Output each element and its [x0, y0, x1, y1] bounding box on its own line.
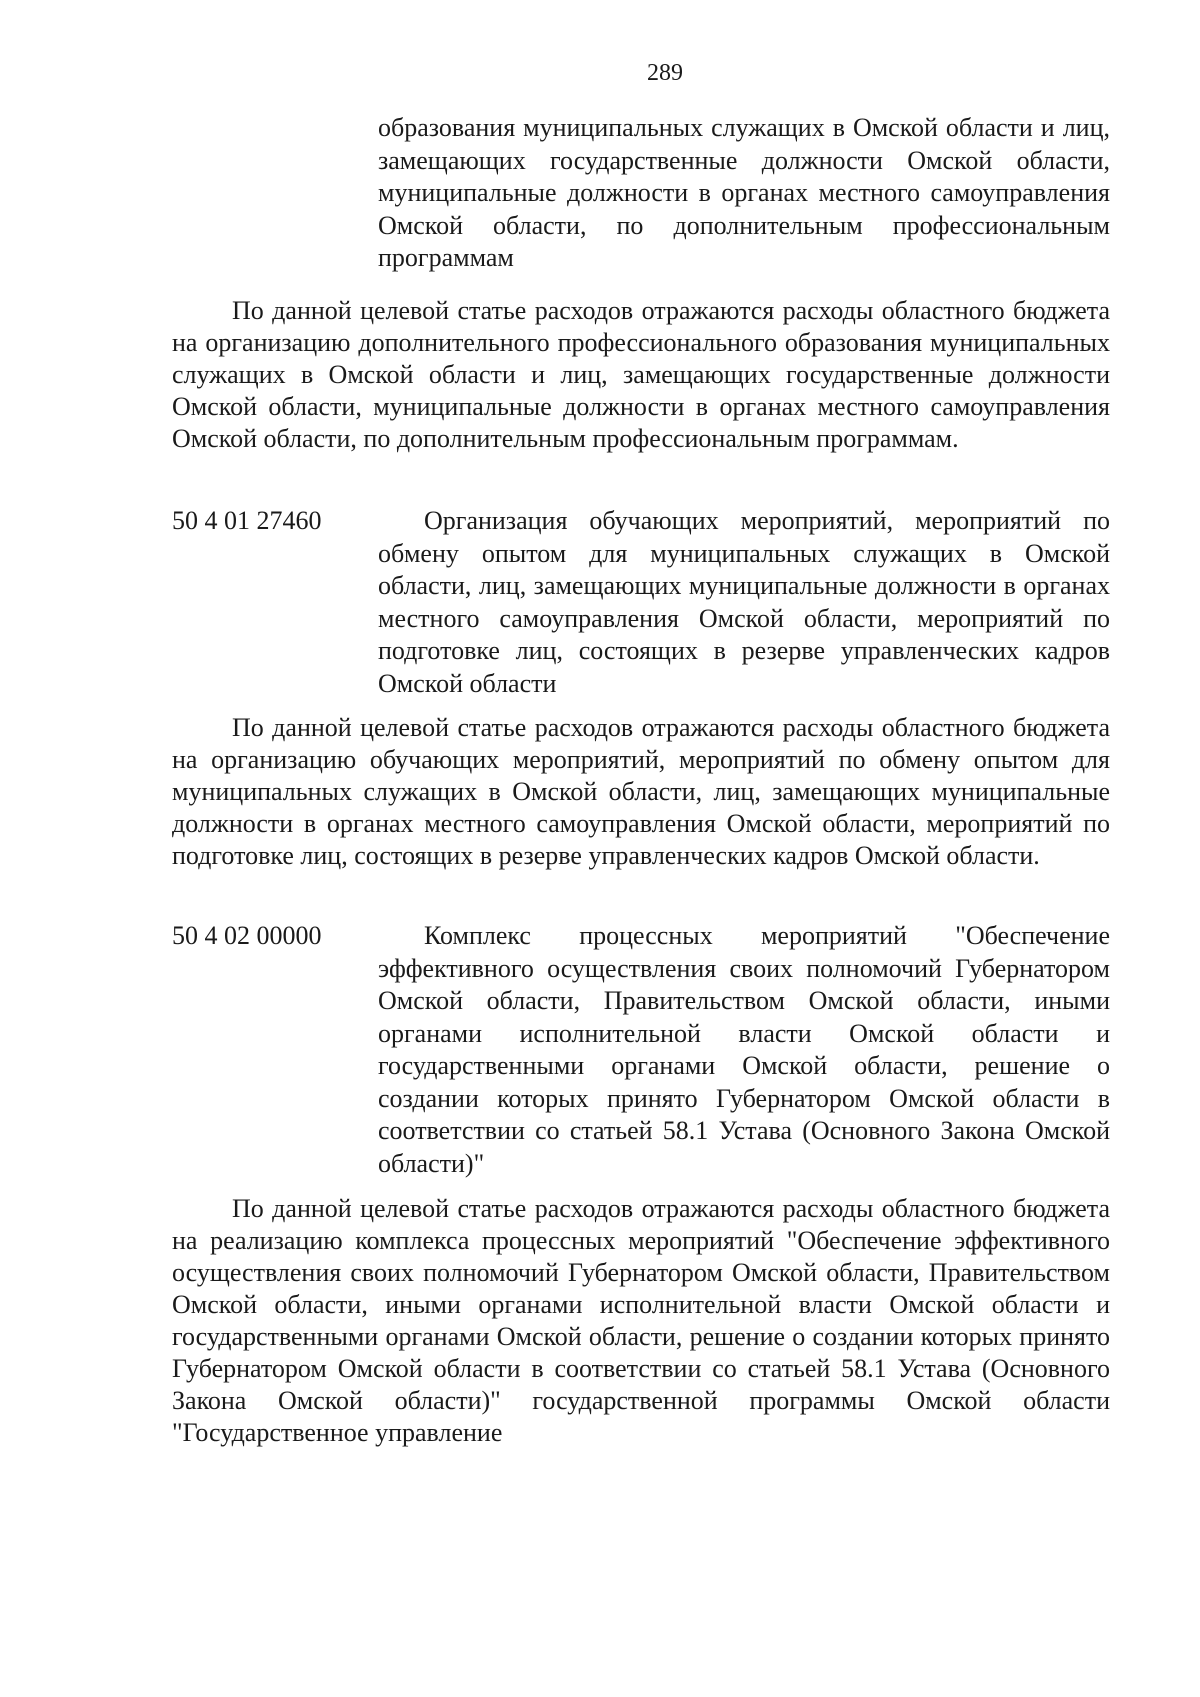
item-title-continued: образования муниципальных служащих в Омской области и лиц, замещающих государственные должности Омской области, муниципальные должности в органах местного самоуправления Омской области, по дополнительным профессиональным программам: [378, 113, 1110, 272]
page-number: 289: [647, 60, 683, 86]
item-description: По данной целевой статье расходов отражаются расходы областного бюджета на организацию дополнительного профессионального образования муниципальных служащих в Омской области и лиц, замещающих государственные должности Омской области, муниципальные должности в органах местного самоуправления Омской области, по дополнительным профессиональным программам.: [172, 296, 1110, 453]
item-description: По данной целевой статье расходов отражаются расходы областного бюджета на реализацию комплекса процессных мероприятий "Обеспечение эффективного осуществления своих полномочий Губернатором Омской области, Правительством Омской области, иными органами исполнительной власти Омской области и государственными органами Омской области, решение о создании которых принято Губернатором Омской области в соответствии со статьей 58.1 Устава (Основного Закона Омской области)" государственной программы Омской области "Государственное управление: [172, 1194, 1110, 1447]
budget-code: 50 4 02 00000: [172, 921, 322, 950]
item-title: Организация обучающих мероприятий, мероприятий по обмену опытом для муниципальных служащих в Омской области, лиц, замещающих муниципальные должности в органах местного самоуправления Омской области, мероприятий по подготовке лиц, состоящих в резерве управленческих кадров Омской области: [378, 506, 1110, 698]
item-title: Комплекс процессных мероприятий "Обеспечение эффективного осуществления своих полномочий Губернатором Омской области, Правительством Омской области, иными органами исполнительной власти Омской области и государственными органами Омской области, решение о создании которых принято Губернатором Омской области в соответствии со статьей 58.1 Устава (Основного Закона Омской области)": [378, 921, 1110, 1178]
item-description: По данной целевой статье расходов отражаются расходы областного бюджета на организацию обучающих мероприятий, мероприятий по обмену опытом для муниципальных служащих в Омской области, лиц, замещающих муниципальные должности в органах местного самоуправления Омской области, мероприятий по подготовке лиц, состоящих в резерве управленческих кадров Омской области.: [172, 713, 1110, 870]
budget-code: 50 4 01 27460: [172, 506, 322, 535]
